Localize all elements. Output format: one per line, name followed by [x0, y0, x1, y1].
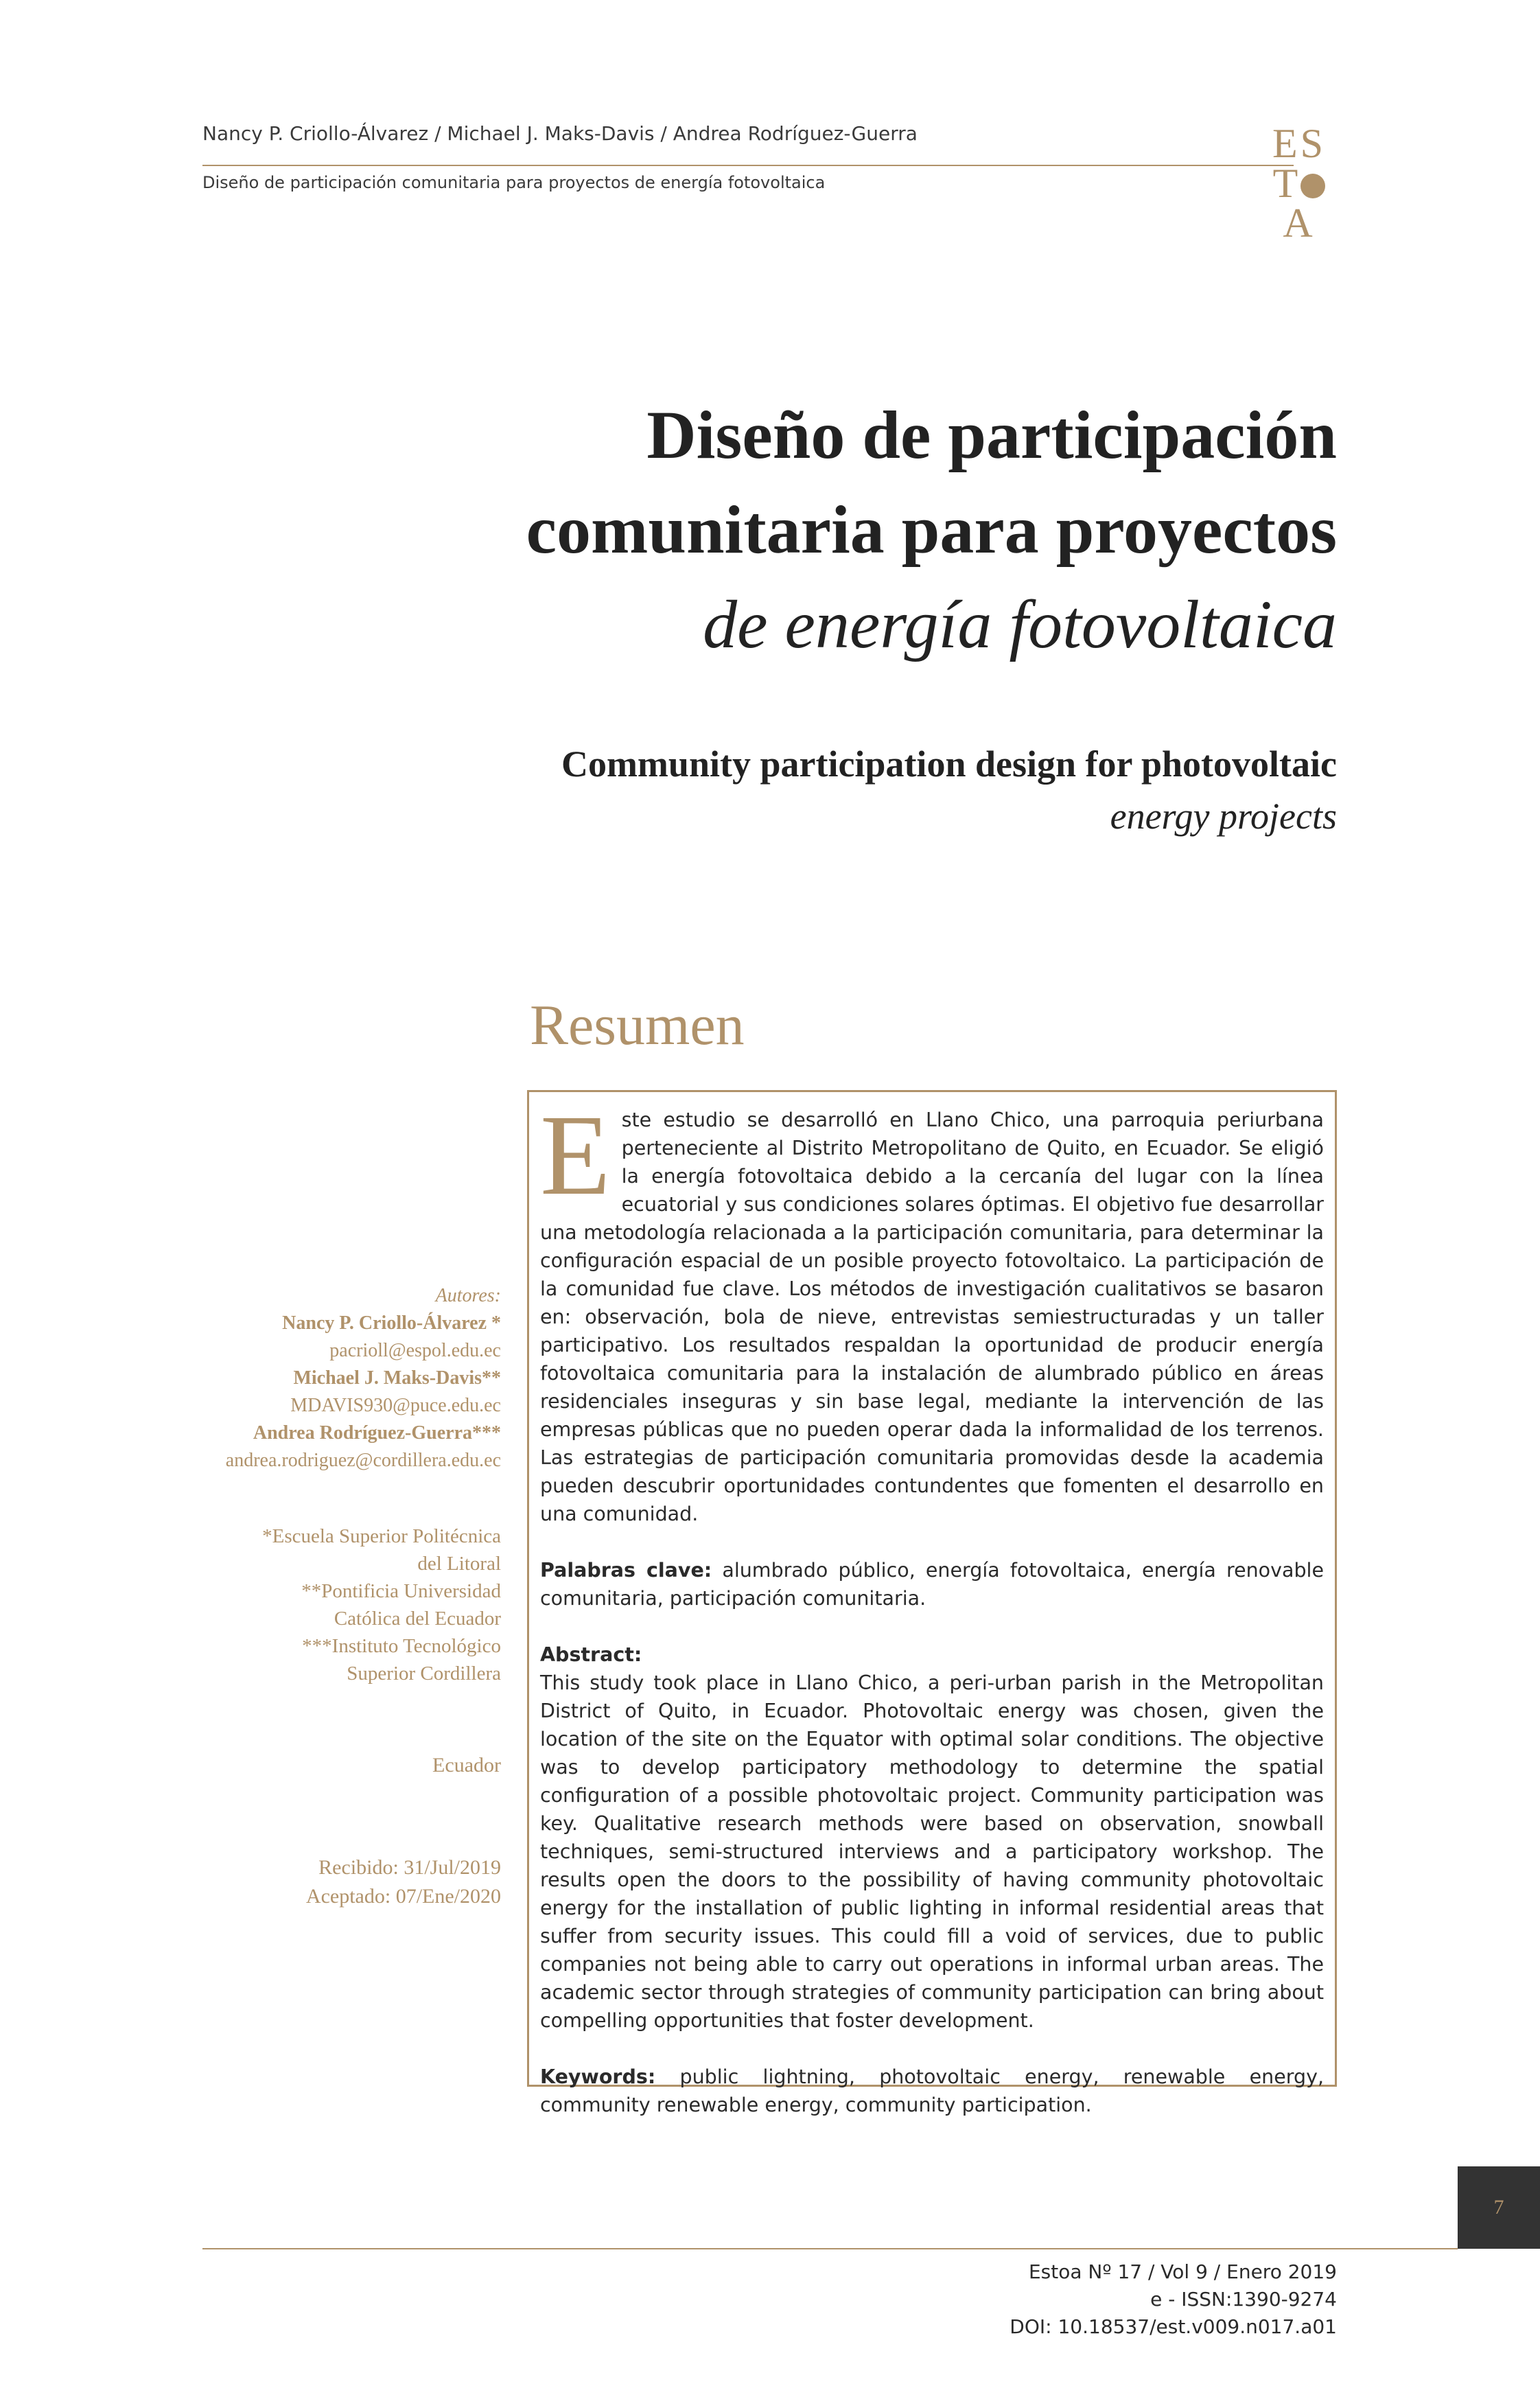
authors-label: Autores:	[435, 1285, 501, 1306]
institution-line: **Pontificia Universidad	[301, 1580, 501, 1602]
title-line-2: comunitaria para proyectos	[526, 491, 1337, 568]
palabras-clave	[540, 1556, 1324, 1612]
footer-doi[interactable]: DOI: 10.18537/est.v009.n017.a01	[1010, 2315, 1337, 2338]
header-divider	[202, 165, 1294, 166]
resumen-heading: Resumen	[530, 993, 745, 1057]
author-name: Michael J. Maks-Davis**	[293, 1367, 501, 1389]
running-header-authors: Nancy P. Criollo-Álvarez / Michael J. Maks-Davis / Andrea Rodríguez-Guerra	[202, 122, 918, 145]
resumen-paragraph	[540, 1091, 1324, 1528]
english-title-line-2: energy projects	[1110, 796, 1337, 837]
palabras-clave-text: alumbrado público, energía fotovoltaica, energía renovable comunitaria, participación comunitaria.	[540, 1559, 1324, 1610]
abstract-box	[527, 1090, 1337, 2116]
logo-row-2: T	[1261, 163, 1337, 203]
logo-dot	[1300, 174, 1325, 198]
logo-row-1: ES	[1272, 121, 1327, 166]
journal-logo	[1261, 121, 1337, 246]
author-email[interactable]: MDAVIS930@puce.edu.ec	[290, 1395, 501, 1416]
title-line-3: de energía fotovoltaica	[703, 586, 1337, 662]
institutions-block	[89, 1523, 501, 1687]
institution-line: del Litoral	[417, 1553, 501, 1575]
footer-citation	[1010, 2258, 1337, 2341]
dates-block	[89, 1853, 501, 1911]
accepted-date: Aceptado: 07/Ene/2020	[305, 1885, 501, 1908]
institution-line: Católica del Ecuador	[334, 1608, 501, 1630]
title-line-1: Diseño de participación	[646, 397, 1337, 473]
keywords-text: public lightning, photovoltaic energy, renewable energy, community renewable energy, community participation.	[540, 2065, 1324, 2116]
english-title-line-1: Community participation design for photovoltaic	[561, 743, 1337, 785]
running-header-title: Diseño de participación comunitaria para proyectos de energía fotovoltaica	[202, 173, 826, 192]
page-number: 7	[1458, 2166, 1540, 2249]
author-email[interactable]: pacrioll@espol.edu.ec	[329, 1340, 501, 1361]
keywords-label: Keywords:	[540, 2065, 656, 2088]
institution-line: Superior Cordillera	[347, 1663, 501, 1685]
received-date: Recibido: 31/Jul/2019	[318, 1856, 501, 1879]
logo-row-3: A	[1283, 200, 1316, 246]
article-title	[307, 388, 1337, 672]
resumen-text: ste estudio se desarrolló en Llano Chico, una parroquia periurbana perteneciente al Distrito Metropolitano de Quito, en Ecuador. Se eligió la energía fotovoltaica debido a la cercanía del lugar con la línea ecuatorial y sus condiciones solares óptimas. El objetivo fue desarrollar una metodología relacionada a la participación comunitaria, para determinar la configuración espacial de un posible proyecto fotovoltaico. La participación de la comunidad fue clave. Los métodos de investigación cualitativos se basaron en: observación, bola de nieve, entrevistas semiestructuradas y un taller participativo. Los resultados respaldan la oportunidad de producir energía fotovoltaica comunitaria para la instalación de alumbrado público en áreas residenciales inseguras y sin base legal, mediante la intervención de las empresas públicas que no pueden operar dada la informalidad de los terrenos. Las estrategias de participación comunitaria promovidas desde la academia pueden descubrir oportunidades contundentes que fomenten el desarrollo en una comunidad.	[540, 1109, 1324, 1525]
abstract-label: Abstract:	[540, 1643, 642, 1666]
palabras-clave-label: Palabras clave:	[540, 1559, 712, 1582]
abstract-text: This study took place in Llano Chico, a peri-urban parish in the Metropolitan District of Quito, in Ecuador. Photovoltaic energy was chosen, given the location of the site on the Equator with optimal solar conditions. The objective was to develop participatory methodology to determine the spatial configuration of a possible photovoltaic project. Community participation was key. Qualitative research methods were based on observation, snowball techniques, semi-structured interviews and a participatory workshop. The results open the doors to the possibility of having community photovoltaic energy for the installation of public lighting in informal residential areas that suffer from security issues. This could fill a void of services, due to public companies not being able to carry out operations in informal urban areas. The academic sector through strategies of community participation can bring about compelling opportunities that foster development.	[540, 1671, 1324, 2032]
keywords	[540, 2063, 1324, 2119]
footer-divider	[202, 2248, 1458, 2249]
footer-issue: Estoa Nº 17 / Vol 9 / Enero 2019	[1028, 2260, 1337, 2283]
author-email[interactable]: andrea.rodriguez@cordillera.edu.ec	[225, 1450, 501, 1471]
english-title	[307, 738, 1337, 842]
footer-issn: e - ISSN:1390-9274	[1150, 2288, 1337, 2311]
drop-cap: E	[540, 1091, 611, 1219]
institution-line: *Escuela Superior Politécnica	[262, 1525, 501, 1547]
author-name: Andrea Rodríguez-Guerra***	[253, 1422, 501, 1444]
country: Ecuador	[432, 1754, 501, 1776]
authors-block	[89, 1282, 501, 1474]
institution-line: ***Instituto Tecnológico	[302, 1635, 501, 1657]
author-name: Nancy P. Criollo-Álvarez *	[282, 1312, 501, 1334]
